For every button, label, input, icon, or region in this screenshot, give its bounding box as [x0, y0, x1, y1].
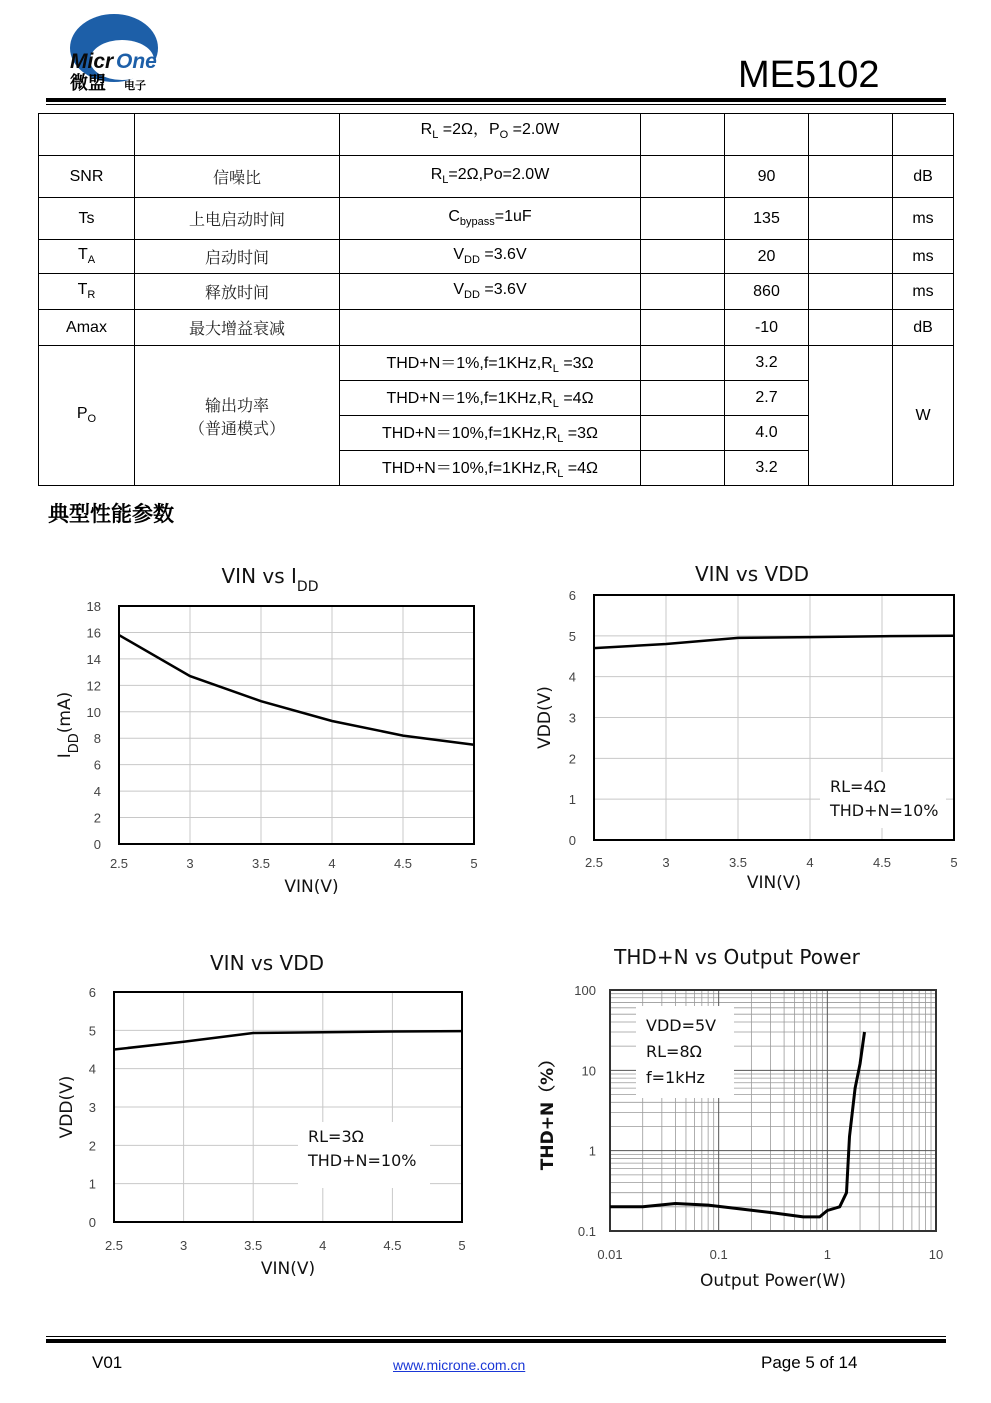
y-tick-label: 3 — [88, 1100, 96, 1115]
chart-title: VIN vs VDD — [695, 562, 809, 586]
param-line1: 输出功率 — [204, 395, 269, 415]
symbol-cell: Amax — [39, 310, 135, 346]
condition-cell: $THD+N=10\%,f=1KHz,R_L =3\Omega$ — [340, 416, 641, 451]
y-tick-label: 2 — [93, 810, 101, 826]
section-title: 典型性能参数 — [48, 502, 174, 526]
annotation-text: f=1kHz — [646, 1068, 705, 1087]
y-tick-label: 6 — [88, 985, 96, 1000]
condition-cell: $V_{DD} =3.6V$ — [340, 274, 641, 310]
annotation-text: RL=3Ω — [308, 1127, 364, 1146]
x-tick-label: 3.5 — [728, 855, 748, 870]
plot-frame — [119, 606, 474, 844]
typ-cell: 3.2 — [725, 346, 809, 381]
y-tick-label: 6 — [93, 757, 101, 773]
x-tick-label: 5 — [458, 1238, 466, 1253]
y-tick-label: 1 — [568, 792, 576, 808]
annotation-text: RL=4Ω — [830, 777, 886, 796]
unit-cell: dB — [893, 156, 954, 198]
x-tick-label: 4.5 — [383, 1238, 402, 1253]
footer-rule-thick — [46, 1339, 946, 1343]
footer-rule-thin — [46, 1336, 946, 1337]
param-cell: 启动时间 — [135, 240, 340, 274]
chart-vin-vs-idd — [55, 564, 478, 897]
x-tick-label: 3 — [179, 1238, 188, 1253]
typ-cell: 2.7 — [725, 381, 809, 416]
y-tick-label: 0 — [568, 833, 576, 848]
footer-website-link[interactable]: www.microne.com.cn — [393, 1357, 526, 1373]
x-tick-label: 1 — [823, 1247, 831, 1262]
chart-vin-vs-vdd-3ohm — [57, 951, 466, 1279]
x-tick-label: 2.5 — [584, 855, 604, 870]
x-tick-label: 4.5 — [872, 855, 892, 870]
y-tick-label: 6 — [568, 588, 576, 603]
x-tick-label: 3 — [662, 855, 670, 870]
y-tick-label: 16 — [86, 625, 101, 641]
x-tick-label: 5 — [470, 856, 478, 871]
series-line — [114, 1031, 462, 1049]
y-tick-label: 100 — [574, 983, 596, 998]
x-tick-label: 5 — [950, 855, 958, 870]
x-tick-label: 4 — [328, 856, 336, 871]
typ-cell: 3.2 — [725, 451, 809, 486]
x-tick-label: 4 — [319, 1238, 327, 1253]
x-tick-label: 3.5 — [251, 856, 271, 871]
param-cell: 释放时间 — [135, 274, 340, 310]
y-tick-label: 10 — [86, 704, 101, 720]
symbol-cell: SNR — [39, 156, 135, 198]
typ-cell: 20 — [725, 240, 809, 274]
param-line2: （普通模式） — [188, 418, 285, 438]
condition-cell: $THD+N=10\%,f=1KHz,R_L =4\Omega$ — [340, 451, 641, 486]
annotation-text: RL=8Ω — [646, 1042, 702, 1061]
typ-cell: 4.0 — [725, 416, 809, 451]
y-axis-label: VDD(V) — [535, 686, 555, 749]
logo-text-accent: One — [116, 50, 157, 73]
unit-cell: W — [893, 346, 954, 486]
y-tick-label: 5 — [88, 1023, 96, 1039]
y-tick-label: 2 — [88, 1138, 96, 1154]
y-tick-label: 0 — [93, 837, 101, 852]
series-line — [119, 635, 474, 745]
x-tick-label: 2.5 — [104, 1238, 124, 1253]
unit-cell: ms — [893, 274, 954, 310]
unit-cell: ms — [893, 240, 954, 274]
x-axis-label: VIN(V) — [284, 877, 339, 897]
condition-cell: $R_L=2\Omega,Po=2.0W$ — [340, 156, 641, 198]
y-tick-label: 4 — [93, 784, 101, 800]
y-tick-label: 1 — [588, 1143, 596, 1159]
x-tick-label: 2.5 — [109, 856, 129, 871]
unit-cell: dB — [893, 310, 954, 346]
param-cell: 上电启动时间 — [135, 198, 340, 240]
y-tick-label: 0 — [88, 1215, 96, 1230]
series-line — [594, 636, 954, 648]
annotation-text: THD+N=10% — [308, 1151, 417, 1170]
condition-cell: $R_L =2\Omega$，$P_O =2.0W$ — [340, 114, 641, 156]
y-axis-label: VDD(V) — [57, 1075, 77, 1139]
x-tick-label: 4.5 — [393, 856, 413, 871]
y-tick-label: 5 — [568, 628, 576, 644]
y-tick-label: 10 — [581, 1063, 596, 1079]
logo-cn: 微盟 — [70, 73, 106, 94]
y-tick-label: 8 — [93, 731, 101, 747]
x-axis-label: VIN(V) — [746, 873, 802, 893]
y-tick-label: 2 — [568, 751, 576, 767]
condition-cell: $V_{DD} =3.6V$ — [340, 240, 641, 274]
y-tick-label: 14 — [86, 651, 101, 667]
y-axis-label: $I_{DD}(mA)$ — [55, 691, 82, 759]
symbol-cell: Ts — [39, 198, 135, 240]
y-tick-label: 4 — [88, 1061, 96, 1077]
typ-cell: 135 — [725, 198, 809, 240]
logo-text: Micr — [70, 50, 114, 73]
typ-cell: 90 — [725, 156, 809, 198]
symbol-cell: $T_A$ — [39, 240, 135, 274]
chart-thd-vs-power — [537, 945, 943, 1291]
x-tick-label: 0.1 — [709, 1247, 728, 1262]
chart-vin-vs-vdd-4ohm — [535, 562, 958, 893]
chart-title: VIN vs VDD — [210, 951, 324, 975]
condition-cell: $C_{bypass}=1uF$ — [340, 198, 641, 240]
chart-title: VIN vs $I_{DD}$ — [221, 564, 319, 595]
footer-page-number: Page 5 of 14 — [761, 1353, 858, 1372]
condition-cell: $THD+N=1\%,f=1KHz,R_L =4\Omega$ — [340, 381, 641, 416]
x-axis-label: Output Power(W) — [700, 1271, 846, 1291]
unit-cell: ms — [893, 198, 954, 240]
annotation-text: VDD=5V — [646, 1016, 717, 1035]
y-tick-label: 18 — [86, 599, 101, 614]
param-cell: 最大增益衰减 — [135, 310, 340, 346]
annotation-text: THD+N=10% — [830, 801, 939, 820]
logo-cn-small: 电子 — [124, 79, 146, 92]
y-tick-label: 0.1 — [577, 1224, 596, 1239]
typ-cell: 860 — [725, 274, 809, 310]
x-tick-label: 3 — [186, 856, 194, 871]
footer-link-wrap — [393, 1355, 525, 1375]
condition-cell: $THD+N=1\%,f=1KHz,R_L =3\Omega$ — [340, 346, 641, 381]
model-number: ME5102 — [738, 54, 880, 96]
y-tick-label: 4 — [568, 669, 576, 685]
symbol-cell: $P_O$ — [39, 346, 135, 486]
y-tick-label: 1 — [88, 1176, 96, 1192]
x-axis-label: VIN(V) — [260, 1259, 316, 1279]
x-tick-label: 3.5 — [244, 1238, 263, 1253]
typ-cell: -10 — [725, 310, 809, 346]
x-tick-label: 0.01 — [597, 1247, 623, 1262]
chart-title: THD+N vs Output Power — [614, 945, 860, 969]
y-tick-label: 12 — [86, 678, 101, 694]
symbol-cell: $T_R$ — [39, 274, 135, 310]
y-axis-label: THD+N（%） — [538, 1050, 558, 1171]
x-tick-label: 10 — [928, 1247, 944, 1262]
footer-version: V01 — [92, 1353, 123, 1372]
param-cell: 信噪比 — [135, 156, 340, 198]
y-tick-label: 3 — [568, 710, 576, 726]
x-tick-label: 4 — [806, 855, 814, 870]
